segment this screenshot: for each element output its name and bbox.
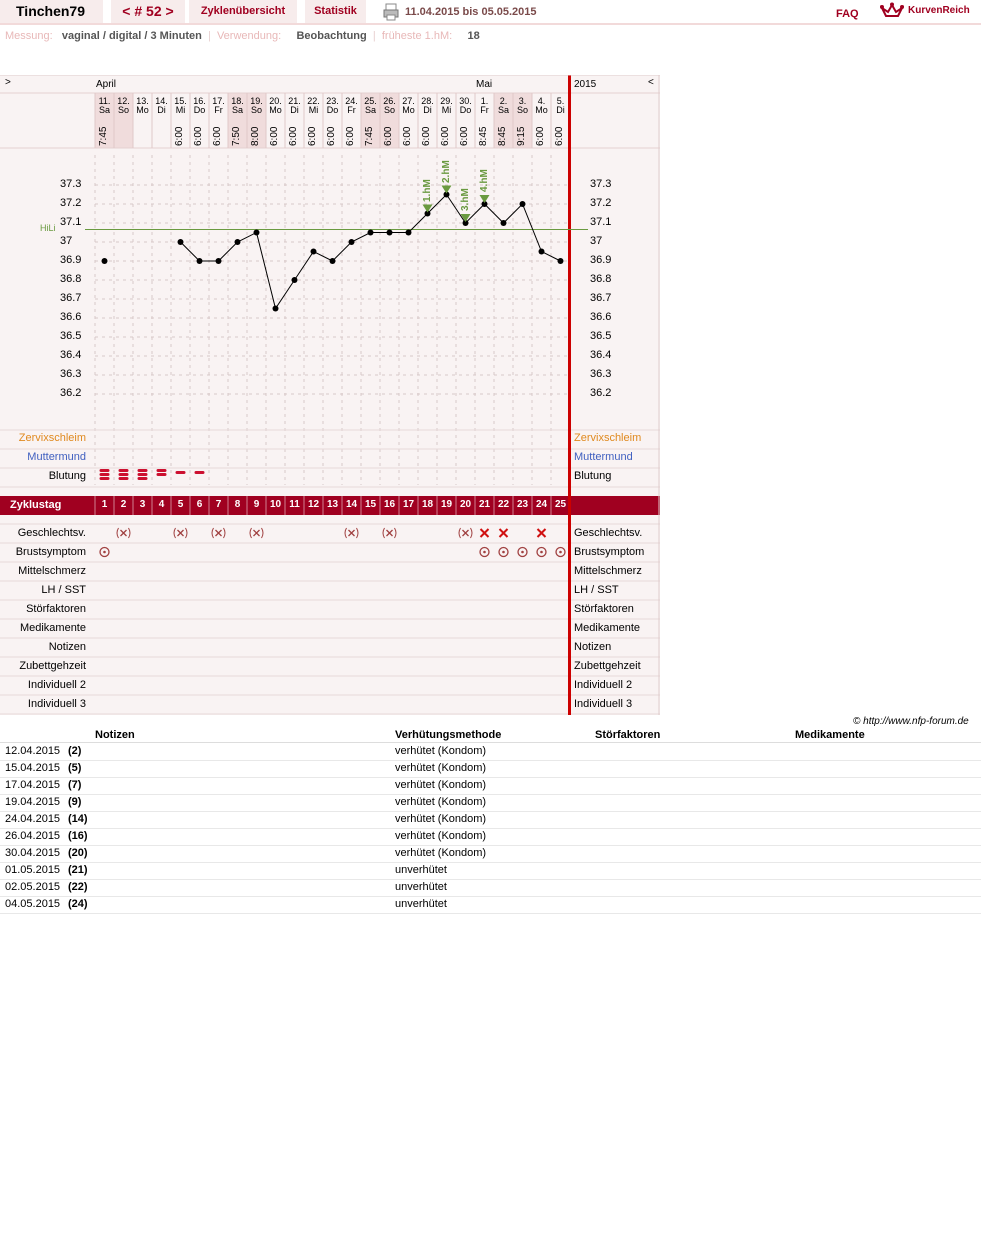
cycle-day-number: 12	[307, 499, 320, 510]
row-label: Medikamente	[19, 622, 86, 634]
cycle-day-number: 8	[234, 499, 241, 510]
y-tick-label-right: 37.2	[590, 197, 612, 209]
day-weekday: Mo	[535, 105, 548, 115]
username: Tinchen79	[0, 0, 103, 23]
col-disturbance: Störfaktoren	[595, 729, 661, 741]
day-date: 17.	[212, 96, 225, 106]
cycle-day-number: 19	[440, 499, 453, 510]
cycle-day-number: 7	[215, 499, 222, 510]
measurement-time: 8:45	[478, 126, 489, 146]
cycle-day-number: 24	[535, 499, 548, 510]
table-row	[0, 743, 981, 761]
measurement-time: 6:00	[212, 126, 223, 146]
day-date: 24.	[345, 96, 358, 106]
row-label: Zervixschleim	[18, 432, 86, 444]
copyright: © http://www.nfp-forum.de	[853, 716, 969, 727]
y-tick-label: 37.3	[60, 178, 82, 190]
nav-prev-button[interactable]: >	[5, 77, 11, 88]
y-tick-label-right: 36.8	[590, 273, 612, 285]
y-tick-label: 37.1	[60, 216, 82, 228]
day-weekday: Di	[556, 105, 565, 115]
measurement-time: 6:00	[459, 126, 470, 146]
month-label: April	[96, 79, 117, 90]
day-date: 29.	[440, 96, 453, 106]
hm-label: 2.hM	[440, 159, 452, 183]
day-weekday: Fr	[480, 105, 489, 115]
col-medication: Medikamente	[795, 729, 865, 741]
hm-label: 4.hM	[478, 169, 490, 192]
measurement-time: 7:45	[98, 126, 109, 146]
tab-statistics[interactable]: Statistik	[305, 0, 366, 23]
table-row	[0, 896, 981, 914]
day-weekday: Di	[423, 105, 432, 115]
measurement-time: 6:00	[269, 126, 280, 146]
row-label-right: Geschlechtsv.	[574, 527, 643, 539]
day-date: 11.	[98, 96, 111, 106]
row-label-right: Zervixschleim	[574, 432, 642, 444]
row-label: Individuell 3	[27, 698, 86, 710]
year-label: 2015	[574, 79, 597, 90]
row-label: Geschlechtsv.	[17, 527, 86, 539]
row-date: 02.05.2015	[5, 881, 61, 893]
y-tick-label-right: 36.4	[590, 349, 612, 361]
measurement-time: 6:00	[326, 126, 337, 146]
measurement-time: 7:45	[364, 126, 375, 146]
day-weekday: So	[516, 105, 528, 115]
row-label-right: Notizen	[574, 641, 612, 653]
day-date: 4.	[537, 96, 546, 106]
measurement-time: 8:00	[250, 126, 261, 146]
y-tick-label: 36.7	[60, 292, 82, 304]
row-label: Störfaktoren	[26, 603, 86, 615]
measurement-time: 6:00	[288, 126, 299, 146]
row-date: 26.04.2015	[5, 830, 61, 842]
y-tick-label-right: 36.3	[590, 368, 612, 380]
measurement-time: 9:15	[516, 126, 527, 146]
hm-label: 1.hM	[421, 178, 433, 202]
y-tick-label: 37.2	[60, 197, 82, 209]
col-notes: Notizen	[95, 729, 135, 741]
row-label: Brustsymptom	[15, 546, 86, 558]
table-row	[0, 828, 981, 846]
cycle-day-number: 2	[120, 499, 127, 510]
measurement-time: 6:00	[554, 126, 565, 146]
table-row	[0, 845, 981, 863]
date-range: 11.04.2015 bis 05.05.2015	[405, 6, 537, 18]
row-method: verhütet (Kondom)	[395, 745, 487, 757]
top-header	[0, 0, 981, 25]
table-row	[0, 862, 981, 880]
day-weekday: Mi	[175, 105, 186, 115]
measurement-info: Messung: vaginal / digital / 3 Minuten | Verwendung: Beobachtung | früheste 1.hM: 18	[5, 30, 480, 42]
y-tick-label: 37	[60, 235, 73, 247]
day-weekday: Fr	[214, 105, 223, 115]
cycle-day-number: 6	[196, 499, 203, 510]
day-weekday: Do	[326, 105, 339, 115]
hm-label: 3.hM	[459, 188, 471, 211]
tab-cycle-overview[interactable]: Zyklenübersicht	[189, 0, 297, 23]
cycle-day-number: 18	[421, 499, 434, 510]
row-label: Muttermund	[27, 451, 86, 463]
crown-logo-icon[interactable]	[880, 2, 904, 20]
row-method: unverhütet	[395, 881, 447, 893]
table-row	[0, 760, 981, 778]
row-cycle-day: (2)	[68, 745, 82, 757]
month-label: Mai	[476, 79, 493, 90]
earliest-value: 18	[467, 30, 480, 42]
cycle-day-number: 5	[177, 499, 184, 510]
day-weekday: Sa	[497, 105, 509, 115]
day-weekday: So	[250, 105, 262, 115]
day-weekday: Sa	[364, 105, 376, 115]
day-weekday: Di	[290, 105, 299, 115]
row-label-right: LH / SST	[574, 584, 619, 596]
table-row	[0, 777, 981, 795]
cycle-day-number: 16	[383, 499, 396, 510]
row-cycle-day: (24)	[68, 898, 88, 910]
y-tick-label: 36.2	[60, 387, 82, 399]
row-date: 30.04.2015	[5, 847, 61, 859]
y-tick-label-right: 37.3	[590, 178, 612, 190]
row-label: Blutung	[48, 470, 86, 482]
measurement-time: 6:00	[402, 126, 413, 146]
day-weekday: Mi	[441, 105, 452, 115]
cycle-day-number: 22	[497, 499, 510, 510]
row-cycle-day: (22)	[68, 881, 88, 893]
y-tick-label: 36.8	[60, 273, 82, 285]
day-weekday: Sa	[98, 105, 110, 115]
cycle-day-number: 10	[269, 499, 282, 510]
measurement-time: 6:00	[174, 126, 185, 146]
print-icon[interactable]	[383, 3, 399, 21]
logo-text[interactable]: KurvenReich	[908, 5, 970, 16]
day-weekday: Mi	[308, 105, 319, 115]
day-date: 16.	[193, 96, 206, 106]
day-date: 23.	[326, 96, 339, 106]
day-date: 5.	[556, 96, 565, 106]
row-date: 17.04.2015	[5, 779, 61, 791]
row-method: verhütet (Kondom)	[395, 813, 487, 825]
day-weekday: So	[383, 105, 395, 115]
row-label-right: Zubettgehzeit	[574, 660, 641, 672]
row-date: 15.04.2015	[5, 762, 61, 774]
cycle-day-number: 14	[345, 499, 358, 510]
y-tick-label-right: 36.6	[590, 311, 612, 323]
day-weekday: Do	[459, 105, 472, 115]
y-tick-label-right: 36.2	[590, 387, 612, 399]
cycle-day-number: 15	[364, 499, 377, 510]
measurement-time: 6:00	[345, 126, 356, 146]
day-weekday: Di	[157, 105, 166, 115]
day-date: 30.	[459, 96, 472, 106]
y-tick-label: 36.5	[60, 330, 82, 342]
cycle-day-number: 1	[101, 499, 108, 510]
earliest-label: früheste 1.hM:	[381, 30, 453, 42]
day-date: 14.	[155, 96, 168, 106]
row-date: 24.04.2015	[5, 813, 61, 825]
chart-labels	[0, 75, 660, 715]
measurement-time: 6:00	[535, 126, 546, 146]
row-label-right: Individuell 3	[574, 698, 633, 710]
table-row	[0, 811, 981, 829]
measurement-time: 8:45	[497, 126, 508, 146]
y-tick-label-right: 36.9	[590, 254, 612, 266]
row-label-right: Mittelschmerz	[574, 565, 642, 577]
measurement-time: 6:00	[193, 126, 204, 146]
day-weekday: Mo	[136, 105, 149, 115]
row-method: verhütet (Kondom)	[395, 796, 487, 808]
row-cycle-day: (9)	[68, 796, 82, 808]
row-label-right: Individuell 2	[574, 679, 633, 691]
day-date: 27.	[402, 96, 415, 106]
measurement-time: 6:00	[383, 126, 394, 146]
measurement-time: 6:00	[440, 126, 451, 146]
y-tick-label: 36.6	[60, 311, 82, 323]
faq-link[interactable]: FAQ	[836, 8, 859, 20]
row-label-right: Muttermund	[574, 451, 633, 463]
day-weekday: Sa	[231, 105, 243, 115]
day-weekday: Fr	[347, 105, 356, 115]
y-tick-label-right: 36.5	[590, 330, 612, 342]
usage-value: Beobachtung	[296, 30, 367, 42]
row-cycle-day: (21)	[68, 864, 88, 876]
day-date: 18.	[231, 96, 244, 106]
coverline-label: HiLi	[40, 222, 56, 233]
row-cycle-day: (7)	[68, 779, 82, 791]
day-date: 1.	[480, 96, 489, 106]
cycle-day-number: 11	[289, 499, 300, 510]
measure-value: vaginal / digital / 3 Minuten	[61, 30, 202, 42]
day-date: 22.	[307, 96, 320, 106]
row-method: verhütet (Kondom)	[395, 779, 487, 791]
day-date: 15.	[174, 96, 187, 106]
row-label-right: Störfaktoren	[574, 603, 634, 615]
row-method: verhütet (Kondom)	[395, 762, 487, 774]
day-weekday: Do	[193, 105, 206, 115]
measurement-time: 7:50	[231, 126, 242, 146]
day-date: 28.	[421, 96, 434, 106]
row-method: unverhütet	[395, 898, 447, 910]
row-label: Notizen	[48, 641, 86, 653]
row-cycle-day: (14)	[68, 813, 88, 825]
header-divider	[0, 23, 981, 25]
y-tick-label: 36.9	[60, 254, 82, 266]
col-method: Verhütungsmethode	[395, 729, 502, 741]
y-tick-label-right: 37.1	[590, 216, 612, 228]
table-row	[0, 879, 981, 897]
day-weekday: So	[117, 105, 129, 115]
day-date: 21.	[288, 96, 301, 106]
day-weekday: Mo	[269, 105, 282, 115]
usage-label: Verwendung:	[216, 30, 282, 42]
y-tick-label-right: 36.7	[590, 292, 612, 304]
day-date: 2.	[499, 96, 508, 106]
row-label: LH / SST	[41, 584, 86, 596]
row-label-right: Brustsymptom	[574, 546, 645, 558]
day-date: 13.	[136, 96, 149, 106]
cycle-day-number: 3	[139, 499, 146, 510]
measure-label: Messung:	[5, 30, 53, 42]
day-date: 25.	[364, 96, 377, 106]
cycle-day-number: 25	[554, 499, 567, 510]
row-date: 01.05.2015	[5, 864, 61, 876]
cycle-nav-button[interactable]: < # 52 >	[111, 0, 185, 23]
table-row	[0, 794, 981, 812]
y-tick-label: 36.3	[60, 368, 82, 380]
day-date: 20.	[269, 96, 282, 106]
measurement-time: 6:00	[307, 126, 318, 146]
row-label: Zubettgehzeit	[19, 660, 86, 672]
day-date: 3.	[518, 96, 527, 106]
day-date: 26.	[383, 96, 396, 106]
nav-next-button[interactable]: <	[648, 77, 654, 88]
day-date: 19.	[250, 96, 263, 106]
y-tick-label-right: 37	[590, 235, 603, 247]
y-tick-label: 36.4	[60, 349, 82, 361]
row-cycle-day: (16)	[68, 830, 88, 842]
row-cycle-day: (5)	[68, 762, 82, 774]
row-label: Mittelschmerz	[18, 565, 86, 577]
cycle-day-number: 17	[402, 499, 415, 510]
cycle-day-number: 21	[478, 499, 491, 510]
row-date: 12.04.2015	[5, 745, 61, 757]
row-date: 04.05.2015	[5, 898, 61, 910]
row-cycle-day: (20)	[68, 847, 88, 859]
measurement-time: 6:00	[421, 126, 432, 146]
cycle-day-label: Zyklustag	[10, 499, 62, 511]
cycle-day-number: 4	[158, 499, 165, 510]
day-date: 12.	[117, 96, 130, 106]
row-method: verhütet (Kondom)	[395, 830, 487, 842]
cycle-day-number: 23	[516, 499, 529, 510]
day-weekday: Mo	[402, 105, 415, 115]
row-label-right: Blutung	[574, 470, 612, 482]
row-method: unverhütet	[395, 864, 447, 876]
row-date: 19.04.2015	[5, 796, 61, 808]
cycle-day-number: 13	[326, 499, 339, 510]
row-label: Individuell 2	[27, 679, 86, 691]
cycle-day-number: 20	[459, 499, 472, 510]
row-method: verhütet (Kondom)	[395, 847, 487, 859]
row-label-right: Medikamente	[574, 622, 641, 634]
cycle-day-number: 9	[253, 499, 260, 510]
